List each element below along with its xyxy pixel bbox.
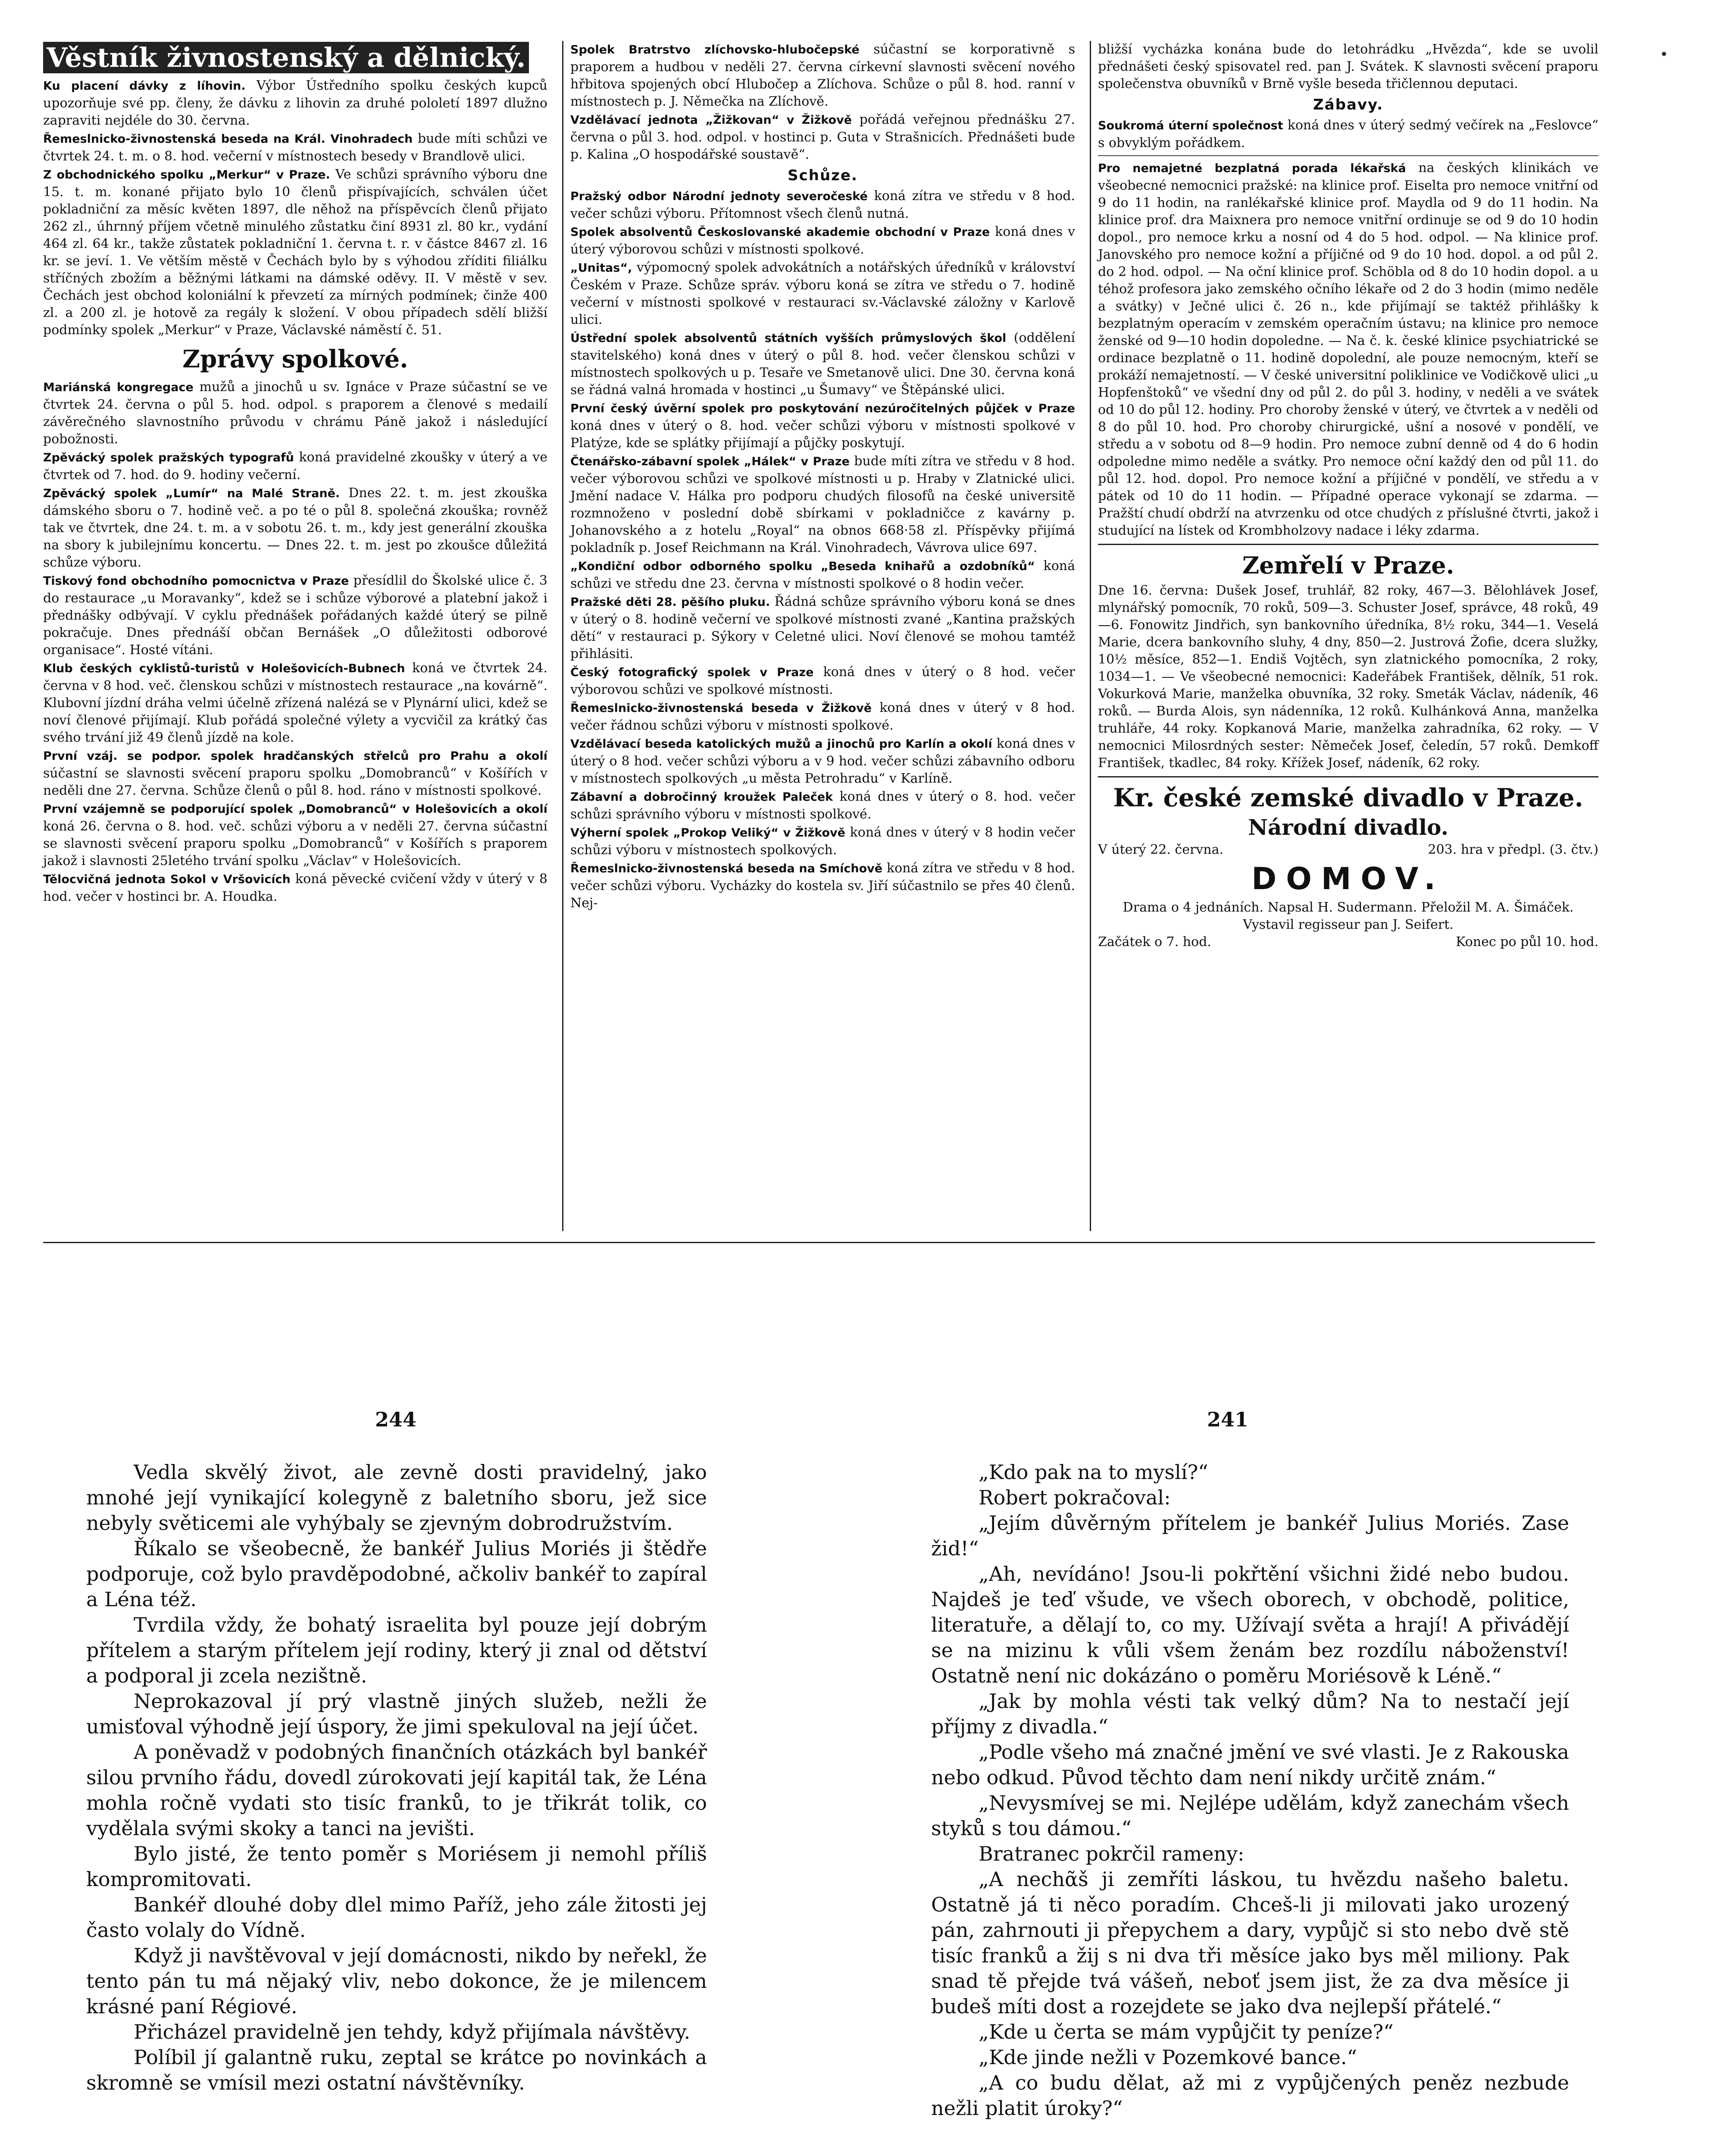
newspaper-column-3 <box>1090 41 1598 1231</box>
paragraph: Neprokazoval jí prý vlastně jiných služeb, nežli že umisťoval výhodně její úspory, že jimi spekuloval na její účet. <box>86 1689 707 1738</box>
paragraph: „Kde jinde nežli v Pozemkové bance.“ <box>979 2046 1357 2069</box>
newspaper-column-1 <box>43 41 547 1231</box>
page-number-left: 244 <box>375 1408 417 1431</box>
play-title: DOMOV. <box>1251 861 1445 896</box>
section-heading: Schůze. <box>788 167 858 184</box>
paragraph: „Nevysmívej se mi. Nejlépe udělám, když zanechám všech styků s tou dámou.“ <box>931 1791 1569 1840</box>
section-heading: Zábavy. <box>1313 96 1383 113</box>
paragraph: „A co budu dělat, až mi z vypůjčených peněz nezbude nežli platit úroky?“ <box>931 2071 1569 2120</box>
paragraph: „Kde u čerta se mám vypůjčit ty peníze?“ <box>979 2020 1394 2043</box>
novel-page-right <box>931 1460 1569 2121</box>
speck <box>1662 52 1666 56</box>
divider <box>1098 544 1598 545</box>
paragraph: Bankéř dlouhé doby dlel mimo Paříž, jeho zále žitosti jej často volaly do Vídně. <box>86 1893 707 1942</box>
news-item: Zpěvácký spolek pražských typografů koná pravidelné zkoušky v úterý a ve čtvrtek od 7. hod. do 9. hodiny večerní. <box>43 450 547 483</box>
paragraph: Políbil jí galantně ruku, zeptal se krátce po novinkách a skromně se vmísil mezi ostatní návštěvníky. <box>86 2046 707 2094</box>
newspaper-column-2 <box>562 41 1075 1231</box>
theatre-subtitle: Národní divadlo. <box>1248 815 1448 840</box>
news-item: Tělocvičná jednota Sokol v Vršovicích koná pěvecké cvičení vždy v úterý v 8 hod. večer v hostinci br. A. Houdka. <box>43 871 547 904</box>
news-item: Spolek Bratrstvo zlíchovsko-hlubočepské súčastní se korporativně s praporem a hudbou v neděli 27. června církevní slavnosti svěcení nového hřbitova spojených obcí Hlubočep a Zlíchova. Schůze o půl 8. hod. ranní v místnostech p. J. Němečka na Zlíchově. <box>570 42 1076 109</box>
masthead: Věstník živnostenský a dělnický. <box>43 41 547 75</box>
theatre-info-row <box>1098 841 1598 859</box>
paragraph: Bylo jisté, že tento poměr s Moriésem ji nemohl příliš kompromitovati. <box>86 1842 707 1891</box>
divider <box>1098 155 1598 156</box>
paragraph: „Ah, nevídáno! Jsou-li pokřtění všichni židé nebo budou. Najdeš je teď všude, ve všech oborech, v obchodě, politice, literatuře, a dělají to, co my. Užívají světa a hrají! A přivádějí se na mizinu k vůli všem ženám bez rozdílu náboženství! Ostatně není nic dokázáno o poměru Moriésově k Léně.“ <box>931 1562 1569 1687</box>
news-item: Soukromá úterní společnost koná dnes v úterý sedmý večírek na „Feslovce“ s obvyklým pořádkem. <box>1098 118 1598 150</box>
news-item: bližší vycházka konána bude do letohrádku „Hvězda“, kde se uvolil přednášeti český spisovatel red. pan J. Svátek. K slavnosti svěcení praporu společenstva obuvníků v Brně vyšle beseda třičlennou deputaci. <box>1098 42 1598 91</box>
news-item: Pro nemajetné bezplatná porada lékařská na českých klinikách ve všeobecné nemocnici pražské: na klinice prof. Eiselta pro nemoce vnitřní od 9 do 11 hodin, na ranlékařské klinice prof. Maydla od 9 do 11 hodin. Na klinice prof. dra Maixnera pro nemoce vnitřní ordinuje se od 9 do 10 hodin dopol., pro nemoce krku a nosní od 4 do 5 hod. odpol. — Na klinice prof. Janovského pro nemoce kožní a příjičné od 9 do 10 hod. dopol. a od půl 2. do 2 hod. odpol. — Na oční klinice prof. Schöbla od 8 do 10 hodin dopol. a u téhož profesora jako zemského očního lékaře od 2 do 3 hodin (mimo neděle a svátky) v Ječné ulici č. 26 n., kde přijímají se taktéž přihlášky k bezplatným operacím v zemském operačním ústavu; na klinice pro nemoce ženské od 9—10 hodin dopoledne. — Na č. k. české klinice psychiatrické se ordinace bezplatně o 11. hodině dopolední, ale pouze nemocným, kteří se prokáží nemajetností. — V české universitní poliklinice ve Vodičkově ulici „u Hopfenštoků“ ve všední dny od půl 2. do půl 3. hodiny, v neděli a ve svátek od 10 do půl 12. hodiny. Pro choroby ženské v úterý, ve čtvrtek a v neděli od 8 do půl 10. hod. Pro choroby chirurgické, ušní a nosové v pondělí, ve středu a v sobotu od 8—9 hodin. Pro nemoce zubní denně od 4 do 6 hodin odpoledne mimo neděle a svátky. Pro nemoce oční každý den od půl 11. do půl 12. hod. dopol. Pro nemoce kožní a příjičné v pondělí, ve středu a v pátek od 10 do 11 hodin. — Případné operace vykonají se zdarma. — Pražští chudí obdrží na atvrzenku od otce chudých z příslušné čtvrti, jakož i studující na lístek od Krombholzovy nadace i léky zdarma. <box>1098 160 1598 538</box>
newspaper-bottom-rule <box>43 1242 1595 1243</box>
end-time: Konec po půl 10. hod. <box>1456 934 1598 950</box>
news-item: „Kondiční odbor odborného spolku „Beseda knihařů a ozdobníků“ koná schůzi ve středu dne 23. června v místnosti spolkové o 8 hodin večer. <box>570 558 1075 591</box>
divider <box>1098 776 1598 777</box>
paragraph: „A nechᾶš ji zemříti láskou, tu hvězdu našeho baletu. Ostatně já ti něco poradím. Chceš-li ji milovati jako urozený pán, zahrnouti ji přepychem a dary, vypůjč si sto nebo dvě stě tisíc franků a žij s ni dva tři měsíce jako bys měl miliony. Pak snad tě přejde tvá vášeň, neboť jsem jist, že za dva měsíce ji budeš míti dost a rozejdete se jako dva nejlepší přátelé.“ <box>931 1868 1569 2018</box>
paragraph: „Podle všeho má značné jmění ve své vlasti. Je z Rakouska nebo odkud. Původ těchto dam není nikdy určitě znám.“ <box>931 1740 1569 1789</box>
newspaper-section <box>43 41 1599 1231</box>
news-item: Mariánská kongregace mužů a jinochů u sv. Ignáce v Praze súčastní se ve čtvrtek 24. června o půl 5. hod. odpol. s praporem a členové s medailí závěrečného slavnostního průvodu v chrámu Páně jakož i následující pobožnosti. <box>43 379 547 447</box>
news-item: Ku placení dávky z líhovin. Výbor Ústředního spolku českých kupců upozorňuje své pp. členy, že dávku z lihovin za druhé pololetí 1897 dlužno zapraviti nejdéle do 30. června. <box>43 78 547 128</box>
paragraph: Robert pokračoval: <box>979 1486 1171 1509</box>
news-item: Vzdělávací beseda katolických mužů a jinochů pro Karlín a okolí koná dnes v úterý o 8 hod. večer schůzi výboru a v 9 hod. večer schůzi zábavního odboru v místnostech spolkových „u města Petrohradu“ v Karlíně. <box>570 736 1075 786</box>
paragraph: Říkalo se všeobecně, že bankéř Julius Moriés ji štědře podporuje, což bylo pravděpodobné, ačkoliv bankéř to zapíral a Léna též. <box>86 1537 707 1611</box>
paragraph: „Jejím důvěrným přítelem je bankéř Julius Moriés. Zase žid!“ <box>931 1511 1569 1560</box>
news-item: Řemeslnicko-živnostenská beseda v Žižkově koná dnes v úterý v 8 hod. večer řádnou schůzi výboru v místnosti spolkové. <box>570 700 1075 733</box>
news-item: Zpěvácký spolek „Lumír“ na Malé Straně. Dnes 22. t. m. jest zkouška dámského sboru o 7. hodině več. a po té o půl 8. společná zkouška; rovněž tak ve čtvrtek, dne 24. t. m. a v sobotu 26. t. m., kdy jest generální zkouška na sbory k jubilejnímu koncertu. — Dnes 22. t. m. jest po zkoušce důležitá schůze výboru. <box>43 486 547 570</box>
news-item: Pražský odbor Národní jednoty severočeské koná zítra ve středu v 8 hod. večer schůzi výboru. Přítomnost všech členů nutná. <box>570 188 1075 221</box>
paragraph: Přicházel pravidelně jen tehdy, když přijímala návštěvy. <box>134 2020 691 2043</box>
paragraph: Tvrdila vždy, že bohatý israelita byl pouze její dobrým přítelem a starým přítelem její rodiny, který ji znal od dětství a podporal ji zcela nezištně. <box>86 1613 707 1687</box>
news-item: Zábavní a dobročinný kroužek Paleček koná dnes v úterý o 8. hod. večer schůzi správního výboru v místnosti spolkové. <box>570 789 1075 822</box>
news-item: Pražské děti 28. pěšího pluku. Řádná schůze správního výboru koná se dnes v úterý o 8. hodině večerní ve spolkové místnosti zvané „Kantina pražských dětí“ v restauraci p. Sýkory v Celetné ulici. Noví členové se mohou tamtéž přihlásiti. <box>570 594 1076 661</box>
news-item: Výherní spolek „Prokop Veliký“ v Žižkově koná dnes v úterý v 8 hodin večer schůzi výboru v místnostech spolkových. <box>570 825 1075 858</box>
theatre-date: V úterý 22. června. <box>1098 842 1223 857</box>
news-item: Spolek absolventů Českoslovanské akademie obchodní v Praze koná dnes v úterý výborovou schůzi v místnosti spolkové. <box>570 224 1075 257</box>
news-item: Řemeslnicko-živnostenská beseda na Král. Vinohradech bude míti schůzi ve čtvrtek 24. t. m. o 8. hod. večerní v místnostech besedy v Brandlově ulici. <box>43 131 547 164</box>
paragraph: A poněvadž v podobných finančních otázkách byl bankéř silou prvního řádu, dovedl zúrokovati její kapitál tak, že Léna mohla ročně vydati sto tisíc franků, to je třikrát tolik, co vydělala svými skoky a tanci na jevišti. <box>86 1740 707 1840</box>
news-item: Ústřední spolek absolventů státních vyšších průmyslových škol (oddělení stavitelského) koná dnes v úterý o půl 8. hod. večer členskou schůzi v místnostech spolkových u p. Tesaře ve Smetanově ulici. Dne 30. června koná se řádná valná hromada v hostinci „u Šumavy“ ve Štěpánské ulici. <box>570 330 1075 398</box>
news-item: „Unitas“, výpomocný spolek advokátních a notářských úředníků v království Českém v Praze. Schůze správ. výboru koná se zítra ve středu o 7. hodině večerní v místnosti spolkové v restauraci sv.-Václavské záložny v Karlově ulici. <box>570 260 1075 327</box>
page-number-right: 241 <box>1207 1408 1249 1431</box>
news-item: První vzájemně se podporující spolek „Domobranců“ v Holešovicích a okolí koná 26. června o 8. hod. več. schůzi výboru a v neděli 27. června súčastní se slavnosti svěcení praporu spolku „Domobranců“ v Košířích s praporem jakož i slavnosti 25letého trvání spolku „Václav“ v Holešovicích. <box>43 802 547 868</box>
news-item: První český úvěrní spolek pro poskytování nezúročitelných půjček v Praze koná dnes v úterý o 8. hod. večer schůzi výboru v místnosti spolkové v Platýze, kde se splátky přijímají a půjčky poskytují. <box>570 402 1075 451</box>
paragraph: „Kdo pak na to myslí?“ <box>979 1460 1208 1484</box>
theatre-times-row <box>1098 934 1598 951</box>
paragraph: Vedla skvělý život, ale zevně dosti pravidelný, jako mnohé její vynikající kolegyně z baletního sboru, jež sice nebyly světicemi ale vyhýbaly se zjevným dobrodružstvím. <box>86 1460 707 1535</box>
section-title: Zprávy spolkové. <box>182 345 408 373</box>
obituary-list: Dne 16. června: Dušek Josef, truhlář, 82 roky, 467—3. Bělohlávek Josef, mlynářský pomocník, 70 roků, 509—3. Schuster Josef, správce, 48 roků, 49—6. Fonowitz Jindřich, syn bankovního úředníka, 8½ roku, 344—1. Veselá Marie, dcera bankovního sluhy, 4 dny, 850—2. Justrová Žofie, dcera služky, 10½ měsíce, 852—1. Endiš Vojtěch, syn zlatnického pomocníka, 2 roky, 1034—1. — Ve všeobecné nemocnici: Kadeřábek František, dělník, 51 rok. Vokurková Marie, manželka obuvníka, 32 roky. Smeták Václav, nádeník, 46 roků. — Burda Alois, syn nádenníka, 12 roků. Kulhánková Anna, manželka truhláře, 44 roky. Kopkanová Marie, manželka zahradníka, 62 roky. — V nemocnici Milosrdných sester: Němeček Josef, čeledín, 57 roků. Demkoff František, tkadlec, 84 roky. Křížek Josef, nádeník, 62 roky. <box>1098 583 1598 771</box>
novel-page-left <box>86 1460 707 2096</box>
play-credits: Drama o 4 jednáních. Napsal H. Sudermann. Přeložil M. A. Šimáček. Vystavil regisseur pan J. Seifert. <box>1123 900 1574 932</box>
section-title: Zemřelí v Praze. <box>1242 552 1454 579</box>
news-item: Klub českých cyklistů-turistů v Holešovicích-Bubnech koná ve čtvrtek 24. června v 8 hod. več. členskou schůzi v místnostech restaurace „na kovárně“. Klubovní jízdní dráha velmi účelně zřízená nalézá se v Plynární ulici, kdež se noví členové přijímají. Klub pořádá společné výlety a vycvičil za krátký čas svého trvání již 49 členů jízdě na kole. <box>43 661 547 745</box>
theatre-performance: 203. hra v předpl. (3. čtv.) <box>1428 842 1598 857</box>
news-item: Český fotografický spolek v Praze koná dnes v úterý o 8 hod. večer výborovou schůzi ve spolkové místnosti. <box>570 664 1075 697</box>
news-item: Tiskový fond obchodního pomocnictva v Praze přesídlil do Školské ulice č. 3 do restaurace „u Moravanky“, kdež se i schůze výborové a platební jakož i přednášky odbývají. V cyklu přednášek pořádaných každé úterý se pilně pokračuje. Dnes přednáší občan Bernášek „O důležitosti odborové organisace“. Hosté vítáni. <box>43 573 547 658</box>
news-item: Vzdělávací jednota „Žižkovan“ v Žižkově pořádá veřejnou přednášku 27. června o půl 3. hod. odpol. v hostinci p. Guta v Strašnicích. Přednášeti bude p. Kalina „O hospodářské soustavě“. <box>570 112 1075 162</box>
paragraph: Bratranec pokrčil rameny: <box>979 1842 1245 1865</box>
start-time: Začátek o 7. hod. <box>1098 934 1211 950</box>
news-item: Z obchodnického spolku „Merkur“ v Praze. Ve schůzi správního výboru dne 15. t. m. konané přijato bylo 10 členů přispívajících, schválen účet pokladniční za měsíc květen 1897, dle něhož na příspěvcích členů přijato 262 zl., úhrnný příjem včetně minulého zůstatku činí 8931 zl. 80 kr., vydání 464 zl. 64 kr., takže zůstatek pokladniční 1. června t. r. v částce 8467 zl. 16 kr. se jeví. 1. Ve větším městě v Čechách bylo by s výhodou zříditi filiálku stříčných zbožím a běžnými látkami na dámské oděvy. II. V městě v sev. Čechách jest obchod koloniální k převzetí za mírných podmínek; činže 400 zl. a 200 zl. je hotově za regály k složení. V obou případech sdělí bližší podmínky spolek „Merkur“ v Praze, Václavské náměstí č. 51. <box>43 167 548 338</box>
news-item: Řemeslnicko-živnostenská beseda na Smíchově koná zítra ve středu v 8 hod. večer schůzi výboru. Vycházky do kostela sv. Jiří súčastnilo se přes 40 členů. Nej- <box>570 861 1075 911</box>
theatre-title: Kr. české zemské divadlo v Praze. <box>1113 783 1583 812</box>
news-item: První vzáj. se podpor. spolek hradčanských střelců pro Prahu a okolí súčastní se slavnosti svěcení praporu spolku „Domobranců“ v Košířích v neděli dne 27. června. Schůze členů o půl 8. hod. ráno v místnosti spolkové. <box>43 749 547 798</box>
paragraph: Když ji navštěvoval v její domácnosti, nikdo by neřekl, že tento pán tu má nějaký vliv, nebo dokonce, že je milencem krásné paní Régiové. <box>86 1944 707 2018</box>
paragraph: „Jak by mohla vésti tak velký dům? Na to nestačí její příjmy z divadla.“ <box>931 1689 1569 1738</box>
news-item: Čtenářsko-zábavní spolek „Hálek“ v Praze bude míti zítra ve středu v 8 hod. večer výborovou schůzi ve spolkové místnosti u p. Hraby v Zlatnické ulici. Jmění nadace V. Hálka pro podporu chudých filosofů na české universitě rozmnoženo v poslední době sbírkami v pokladničce z kavárny p. Johanovského a z hotelu „Royal“ na obnos 668·58 zl. Příspěvky přijímá pokladník p. Josef Reichmann na Král. Vinohradech, Vávrova ulice 697. <box>570 454 1075 555</box>
